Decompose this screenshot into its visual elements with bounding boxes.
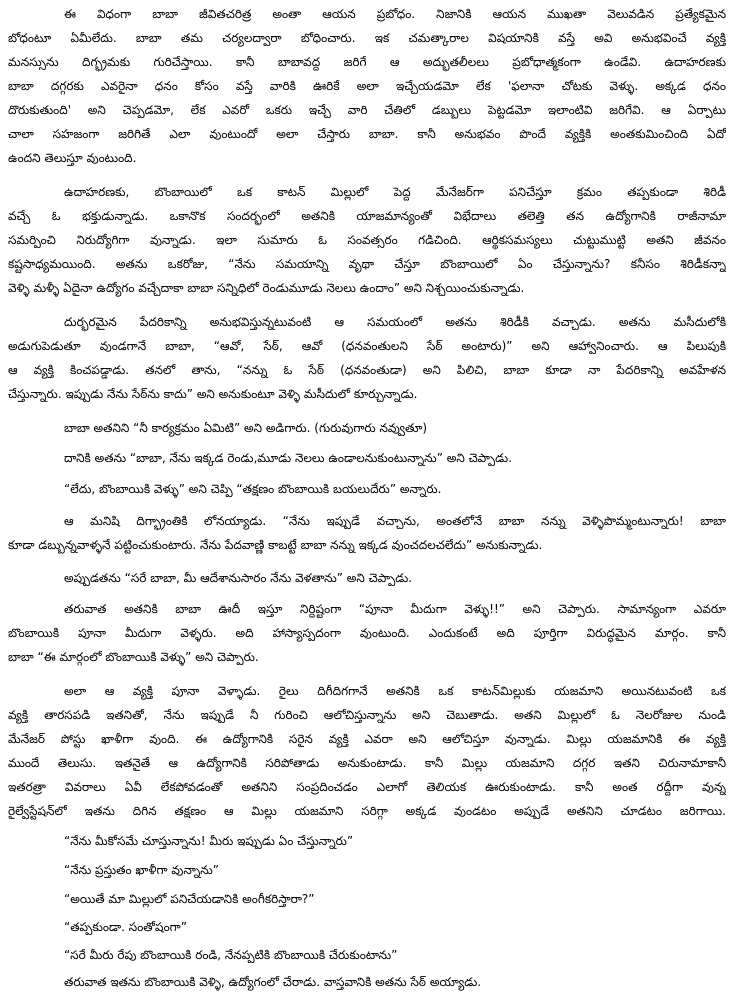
line-text: మేనేజర్ పోస్టు ఖాళీగా వుంది. ఈ ఉద్యోగానికి సరైన వ్యక్తి ఎవరా అని ఆలోచిస్తూ వున్నాడు. మిల్లు యజమానికి ఈ వ్యక్తి <box>8 732 726 746</box>
line-text: వ్యక్తి తారసపడి ఇతనితో, నేను ఇప్పుడే నీ గురించి ఆలోచిస్తున్నాను అని చెబుతాడు. అతని మిల్లులో ఓ నెలరోజుల నుండి <box>8 708 726 722</box>
line-text: అప్పుడతను “సరే బాబా, మీ ఆదేశానుసారం నేను వెళతాను” అని చెప్పాడు. <box>64 571 413 585</box>
line-text: వచ్చే ఓ భక్తుడున్నాడు. ఒకానొక సందర్భంలో అతనికి యాజమాన్యంతో విభేదాలు తలెత్తి తన ఉద్యోగానికి రాజీనామా <box>8 209 726 223</box>
line-text: “నేను మీకోసమే చూస్తున్నాను! మీరు ఇప్పుడు ఏం చేస్తున్నారు” <box>64 834 354 848</box>
line-text: ఇతరత్రా వివరాలు ఏవీ లేకపోవడంతో అతనిని సంప్రదించడం ఎలాగో తెలియక ఊరుకుంటాడు. కానీ అంత రద్దీగా వున్న <box>8 780 726 794</box>
line-text: చాలా సహజంగా జరిగితే ఎలా వుంటుందో అలా చేస్తారు బాబా. కానీ అనుభవం పొందే వ్యక్తికి అంతకుమించింది ఏదో <box>8 127 726 141</box>
text-line <box>8 621 726 645</box>
line-text: బోధంటూ ఏమీలేదు. బాబా తమ చర్యలద్వారా బోధించారు. ఇక చమత్కారాల విషయానికి వస్తే అవి అనుభవించే వ్యక్తి <box>8 31 726 45</box>
text-line <box>8 358 726 382</box>
line-text: తరువాత అతనికి బాబా ఊదీ ఇస్తూ నిర్దిష్టంగా “పూనా మీదుగా వెళ్ళు!!” అని చెప్పారు. సామాన్యంగా ఎవరూ <box>64 602 726 616</box>
line-text: దొరుకుతుంది' అని చెప్పడమో, లేక ఎవరో ఒకరు ఇచ్చే వారి చేతిలో డబ్బులు పెట్టడమో ఇలాంటివి జరిగేవి. ఆ ఏర్పాటు <box>8 103 726 117</box>
text-line <box>8 727 726 751</box>
text-line <box>8 446 726 470</box>
line-text: వెళ్ళి మళ్ళీ ఏదైనా ఉద్యోగం వచ్చేదాకా బాబా సన్నిధిలో రెండుమూడు నెలలు ఉందాం” అని నిశ్చయించుకున్నాడు. <box>8 281 525 295</box>
text-line <box>8 858 726 882</box>
text-line <box>8 597 726 621</box>
text-line <box>8 98 726 122</box>
text-line <box>8 180 726 204</box>
line-text: ఆ మనిషి దిగ్భ్రాంతికి లోనయ్యాడు. “నేను ఇప్పుడే వచ్చాను, అంతలోనే బాబా నన్ను వెళ్ళిపొమ్మంటున్నారు! బాబా <box>64 514 726 528</box>
text-line <box>8 334 726 358</box>
text-line <box>8 2 726 26</box>
text-line <box>8 276 726 300</box>
line-text: దానికి అతను “బాబా, నేను ఇక్కడ రెండు,మూడు నెలలు ఉండాలనుకుంటున్నాను” అని చెప్పాడు. <box>64 451 513 465</box>
line-text: ఈ విధంగా బాబా జీవితచరిత్ర అంతా ఆయన ప్రబోధం. నిజానికి ఆయన ముఖతా వెలువడిన ప్రత్యేకమైన <box>64 7 726 21</box>
line-text: మనస్సును దిగ్భ్రమకు గురిచేస్తాయి. కానీ బాబావద్ద జరిగే ఆ అద్భుతలీలలు ప్రబోధాత్మకంగా ఉండేవి. ఉదాహరణకు <box>8 55 726 69</box>
line-text: తరువాత ఇతను బొంబాయికి వెళ్ళి, ఉద్యోగంలో చేరాడు. వాస్తవానికి అతను సేఠ్ అయ్యాడు. <box>64 975 482 989</box>
line-text: కష్టసాధ్యమయింది. అతను ఒకరోజు, “నేను సమయాన్ని వృథా చేస్తూ బొంబాయిలో ఏం చేస్తున్నాను? కనీసం శిరిడీకన్నా <box>8 257 726 271</box>
text-line <box>8 228 726 252</box>
text-line <box>8 751 726 775</box>
text-line <box>8 943 726 967</box>
line-text: అలా ఆ వ్యక్తి పూనా వెళ్ళాడు. రైలు దిగీదిగగానే అతనికి ఒక కాటన్‌మిల్లుకు యజమాని అయినటువంటి ఒక <box>64 684 726 698</box>
line-text: ఆ వ్యక్తి కించపడ్డాడు. తనలో తాను, “నన్ను ఓ సేఠ్ (ధనవంతుడా) అని పిలిచి, బాబా కూడా నా పేదరికాన్ని అవహేళన <box>8 363 726 377</box>
text-line <box>8 829 726 853</box>
line-text: బాబా దగ్గరకు ఎవరైనా ధనం కోసం వస్తే వారికి ఊరికే అలా ఇచ్చేయడమో లేక 'ఫలానా చోటకు వెళ్ళు. అక్కడ ధనం <box>8 79 726 93</box>
text-line <box>8 915 726 939</box>
line-text: ఉదాహరణకు, బొంబాయిలో ఒక కాటన్ మిల్లులో పెద్ద మేనేజర్‌గా పనిచేస్తూ క్రమం తప్పకుండా శిరిడీ <box>64 185 726 199</box>
line-text: కూడా డబ్బున్నవాళ్ళనే పట్టించుకుంటారు. నేను పేదవాణ్ణి కాబట్టే బాబా నన్ను ఇక్కడ వుంచదలచలేదు” అనుకున్నాడు. <box>8 538 543 552</box>
text-line <box>8 252 726 276</box>
line-text: దుర్భరమైన పేదరికాన్ని అనుభవిస్తున్నటువంటి ఆ సమయంలో అతను శిరిడీకి వచ్చాడు. అతను మసీదులోకి <box>64 315 726 329</box>
line-text: ముందే తెలుసు. ఇతనైతే ఆ ఉద్యోగానికి సరిపోతాడు అనుకుంటాడు. కానీ మిల్లు యజమాని దగ్గర ఇతని చిరునామాకానీ <box>8 756 726 770</box>
text-line <box>8 204 726 228</box>
line-text: “సరే మీరు రేపు బొంబాయికి రండి, నేనప్పటికి బొంబాయికి చేరుకుంటాను” <box>64 948 398 962</box>
text-line <box>8 310 726 334</box>
line-text: బాబా “ఈ మార్గంలో బొంబాయికి వెళ్ళు” అని చెప్పారు. <box>8 650 259 664</box>
text-line <box>8 416 726 440</box>
text-line <box>8 970 726 994</box>
text-line <box>8 566 726 590</box>
line-text: రైల్వేస్టేషన్‌లో ఇతను దిగిన తక్షణం ఆ మిల్లు యజమాని సరిగ్గా అక్కడ వుండటం అప్పుడే అతనిని చూడటం జరిగాయి. <box>8 804 726 818</box>
text-line <box>8 645 726 669</box>
line-text: బాబా అతనిని “నీ కార్యక్రమం ఏమిటి” అని అడిగారు. (గురువుగారు నవ్వుతూ) <box>64 421 428 435</box>
text-line <box>8 509 726 533</box>
text-line <box>8 477 726 501</box>
text-line <box>8 775 726 799</box>
line-text: ఉందని తెలుస్తూ వుంటుంది. <box>8 151 137 165</box>
line-text: “తప్పకుండా. సంతోషంగా” <box>64 920 187 934</box>
text-line <box>8 74 726 98</box>
line-text: బొంబాయికి పూనా మీదుగా వెళ్ళరు. అది హాస్యాస్పదంగా వుంటుంది. ఎందుకంటే అది పూర్తిగా విరుద్ధమైన మార్గం. కానీ <box>8 626 726 640</box>
text-line <box>8 146 726 170</box>
line-text: అడుగుపెడుతూ వుండగానే బాబా, “ఆవో, సేఠ్, ఆవో (ధనవంతులని సేఠ్ అంటారు)” అని ఆహ్వానించారు. ఆ పిలుపుకి <box>8 339 726 353</box>
text-line <box>8 50 726 74</box>
text-line <box>8 799 726 823</box>
line-text: “అయితే మా మిల్లులో పనిచేయడానికి అంగీకరిస్తారా?” <box>64 892 315 906</box>
line-text: చేస్తున్నారు. ఇప్పుడు నేను సేఠ్‌ను కాదు” అని అనుకుంటూ వెళ్ళి మసీదులో కూర్చున్నాడు. <box>8 387 418 401</box>
text-line <box>8 533 726 557</box>
text-line <box>8 26 726 50</box>
text-line <box>8 679 726 703</box>
text-line <box>8 703 726 727</box>
line-text: “లేదు, బొంబాయికి వెళ్ళు” అని చెప్పి “తక్షణం బొంబాయికి బయలుదేరు” అన్నారు. <box>64 482 442 496</box>
line-text: సమర్పించి నిరుద్యోగిగా వున్నాడు. ఇలా సుమారు ఓ సంవత్సరం గడిచింది. ఆర్థికసమస్యలు చుట్టుముట్టి అతని జీవనం <box>8 233 726 247</box>
line-text: “నేను ప్రస్తుతం ఖాళీగా వున్నాను” <box>64 863 220 877</box>
text-line <box>8 382 726 406</box>
text-line <box>8 122 726 146</box>
text-line <box>8 887 726 911</box>
